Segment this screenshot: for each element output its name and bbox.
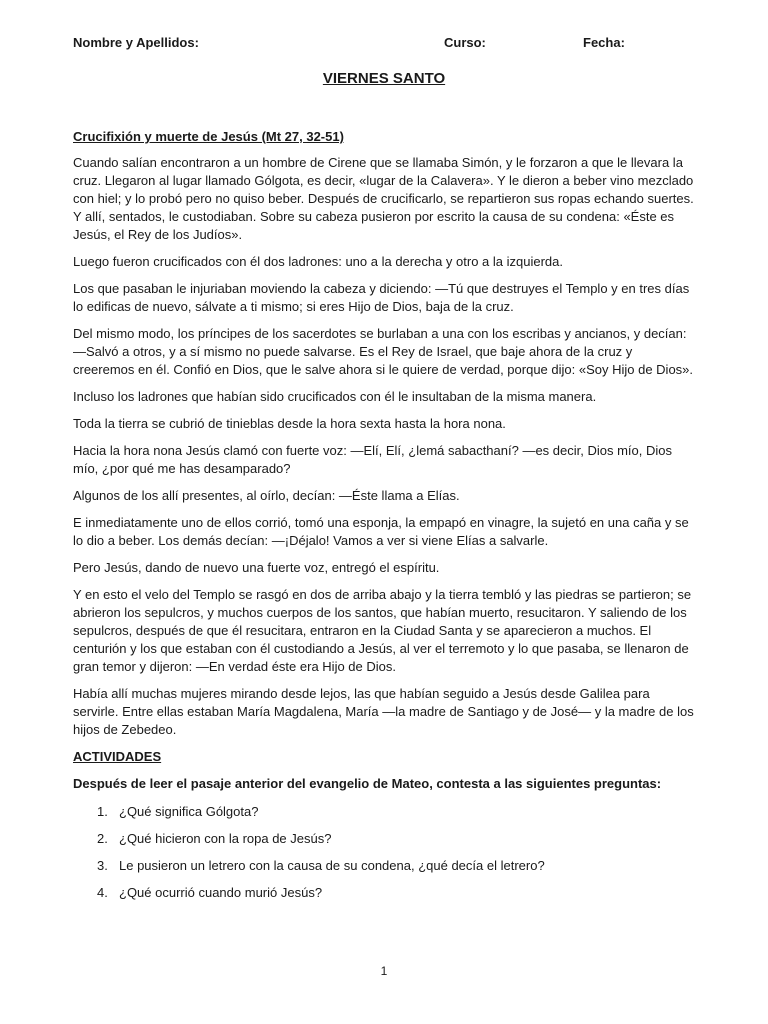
page-title: VIERNES SANTO (322, 70, 446, 87)
paragraph: E inmediatamente uno de ellos corrió, tomó una esponja, la empapó en vinagre, la sujetó en una caña y se lo dio a beber. Los demás decían: —¡Déjalo! Vamos a ver si viene Elías a salvarle. (73, 515, 689, 548)
question-item (97, 803, 695, 821)
paragraph: Incluso los ladrones que habían sido crucificados con él le insultaban de la misma manera. (73, 389, 597, 404)
question-text: ¿Qué hicieron con la ropa de Jesús? (119, 831, 332, 846)
question-number: 4. (97, 885, 108, 900)
paragraph: Había allí muchas mujeres mirando desde lejos, las que habían seguido a Jesús desde Galilea para servirle. Entre ellas estaban María Magdalena, María —la madre de Santiago y de José— y la madre de los hijos de Zebedeo. (73, 686, 694, 737)
question-number: 1. (97, 804, 108, 819)
question-item (97, 830, 695, 848)
question-text: ¿Qué significa Gólgota? (119, 804, 259, 819)
paragraph: Luego fueron crucificados con él dos ladrones: uno a la derecha y otro a la izquierda. (73, 254, 563, 269)
name-label: Nombre y Apellidos: (73, 35, 199, 50)
course-label: Curso: (444, 35, 486, 50)
page-number: 1 (380, 964, 388, 978)
document-page (73, 0, 695, 1024)
paragraph: Los que pasaban le injuriaban moviendo la cabeza y diciendo: —Tú que destruyes el Templo y en tres días lo edificas de nuevo, sálvate a ti mismo; si eres Hijo de Dios, baja de la cruz. (73, 281, 690, 314)
question-item (97, 857, 695, 875)
paragraph: Algunos de los allí presentes, al oírlo, decían: —Éste llama a Elías. (73, 488, 460, 503)
paragraph: Del mismo modo, los príncipes de los sacerdotes se burlaban a una con los escribas y ancianos, y decían: —Salvó a otros, y a sí mismo no puede salvarse. Es el Rey de Israel, que baje ahora de la cruz y creeremos en él. Confió en Dios, que le salve ahora si le quiere de verdad, porque dijo: «Soy Hijo de Dios». (73, 326, 694, 377)
question-text: ¿Qué ocurrió cuando murió Jesús? (119, 885, 323, 900)
question-number: 2. (97, 831, 108, 846)
date-label: Fecha: (583, 35, 625, 50)
document-body (73, 128, 695, 911)
question-text: Le pusieron un letrero con la causa de su condena, ¿qué decía el letrero? (119, 858, 545, 873)
paragraph: Y en esto el velo del Templo se rasgó en dos de arriba abajo y la tierra tembló y las piedras se partieron; se abrieron los sepulcros, y muchos cuerpos de los santos, que habían muerto, resucitaron. Y saliendo de los sepulcros, después de que él resucitara, entraron en la Ciudad Santa y se aparecieron a muchos. El centurión y los que estaban con él custodiando a Jesús, al ver el terremoto y lo que pasaba, se llenaron de gran temor y dijeron: —En verdad éste era Hijo de Dios. (73, 587, 692, 674)
activities-heading: ACTIVIDADES (73, 749, 162, 764)
question-number: 3. (97, 858, 108, 873)
activities-instructions: Después de leer el pasaje anterior del evangelio de Mateo, contesta a las siguientes preguntas: (73, 776, 662, 791)
question-item (97, 884, 695, 902)
paragraph: Hacia la hora nona Jesús clamó con fuerte voz: —Elí, Elí, ¿lemá sabacthaní? —es decir, Dios mío, Dios mío, ¿por qué me has desamparado? (73, 443, 672, 476)
paragraph: Cuando salían encontraron a un hombre de Cirene que se llamaba Simón, y le forzaron a que le llevara la cruz. Llegaron al lugar llamado Gólgota, es decir, «lugar de la Calavera». Y le dieron a beber vino mezclado con hiel; y lo probó pero no quiso beber. Después de crucificarlo, se repartieron sus ropas echando suertes. Y allí, sentados, le custodiaban. Sobre su cabeza pusieron por escrito la causa de su condena: «Éste es Jesús, el Rey de los Judíos». (73, 155, 694, 242)
questions-list (73, 803, 695, 902)
paragraph: Toda la tierra se cubrió de tinieblas desde la hora sexta hasta la hora nona. (73, 416, 506, 431)
passage-subtitle: Crucifixión y muerte de Jesús (Mt 27, 32-51) (73, 129, 344, 144)
paragraph: Pero Jesús, dando de nuevo una fuerte voz, entregó el espíritu. (73, 560, 440, 575)
